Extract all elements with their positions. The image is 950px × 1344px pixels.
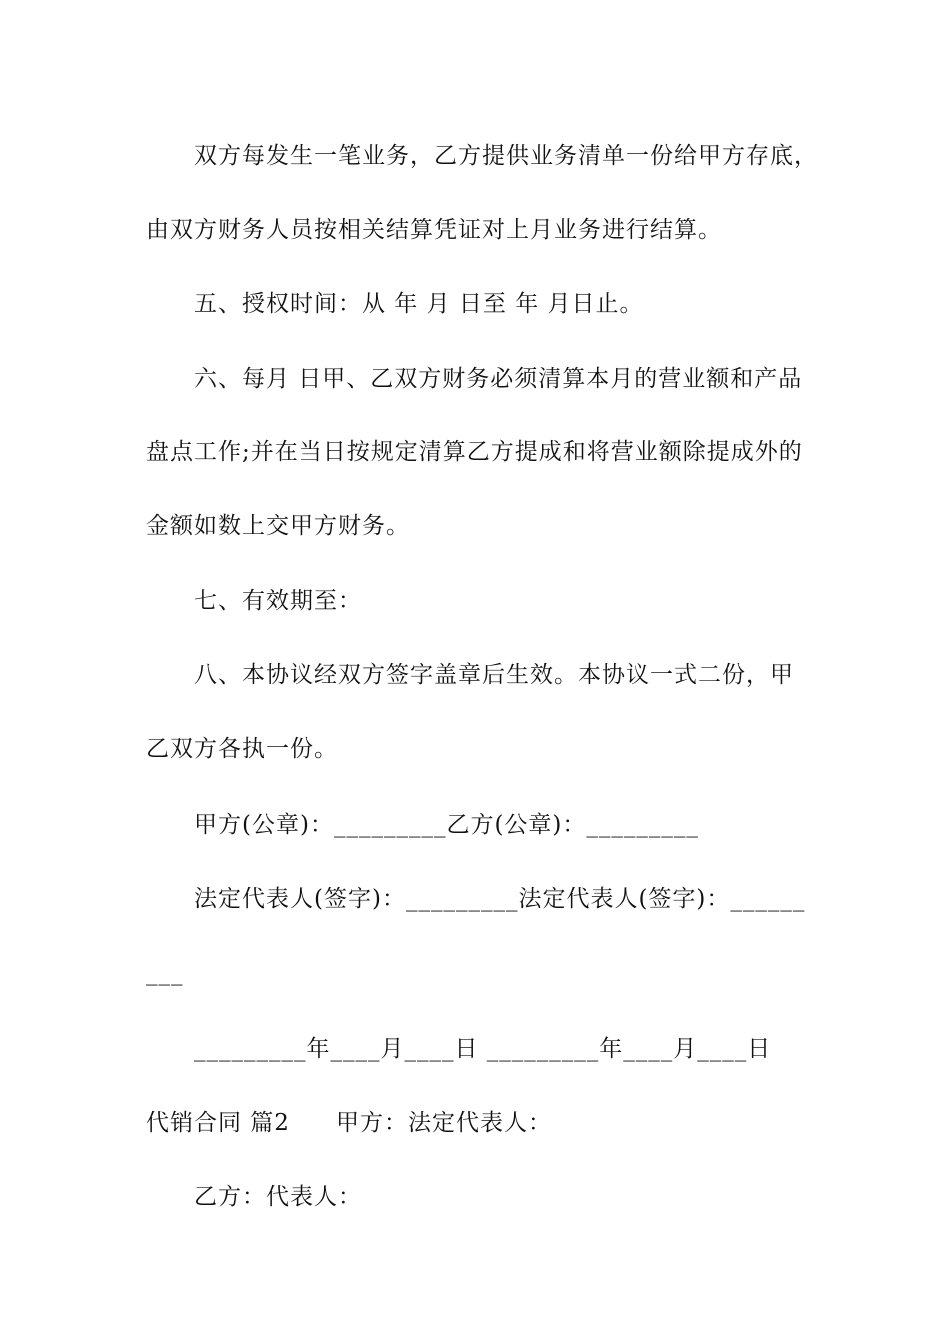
- clause-six-line-1: 六、每月 日甲、乙双方财务必须清算本月的营业额和产品: [194, 366, 803, 392]
- clause-eight-line-1: 八、本协议经双方签字盖章后生效。本协议一式二份，甲: [194, 662, 794, 688]
- party-a-label: 甲方：法定代表人：: [335, 1110, 552, 1136]
- paragraph-settlement-2: 由双方财务人员按相关结算凭证对上月业务进行结算。: [146, 217, 722, 243]
- clause-six-line-2: 盘点工作;并在当日按规定清算乙方提成和将营业额除提成外的: [146, 439, 803, 465]
- signature-date-line: _________年____月____日 _________年____月____日: [194, 1036, 772, 1062]
- clause-five-authorization-time: 五、授权时间：从 年 月 日至 年 月日止。: [194, 291, 644, 317]
- clause-seven-validity: 七、有效期至：: [194, 588, 362, 614]
- section-heading: [146, 1108, 552, 1138]
- signature-representative-continuation: ___: [146, 960, 184, 986]
- section-title: 代销合同 篇2: [146, 1110, 290, 1136]
- paragraph-settlement-1: 双方每发生一笔业务，乙方提供业务清单一份给甲方存底，: [194, 143, 818, 169]
- party-b-label: 乙方：代表人：: [194, 1184, 362, 1210]
- clause-six-line-3: 金额如数上交甲方财务。: [146, 513, 410, 539]
- clause-eight-line-2: 乙双方各执一份。: [146, 736, 338, 762]
- signature-representative-line: 法定代表人(签字)：_________法定代表人(签字)：______: [194, 886, 806, 912]
- signature-seal-line: 甲方(公章)：_________乙方(公章)：_________: [194, 812, 699, 838]
